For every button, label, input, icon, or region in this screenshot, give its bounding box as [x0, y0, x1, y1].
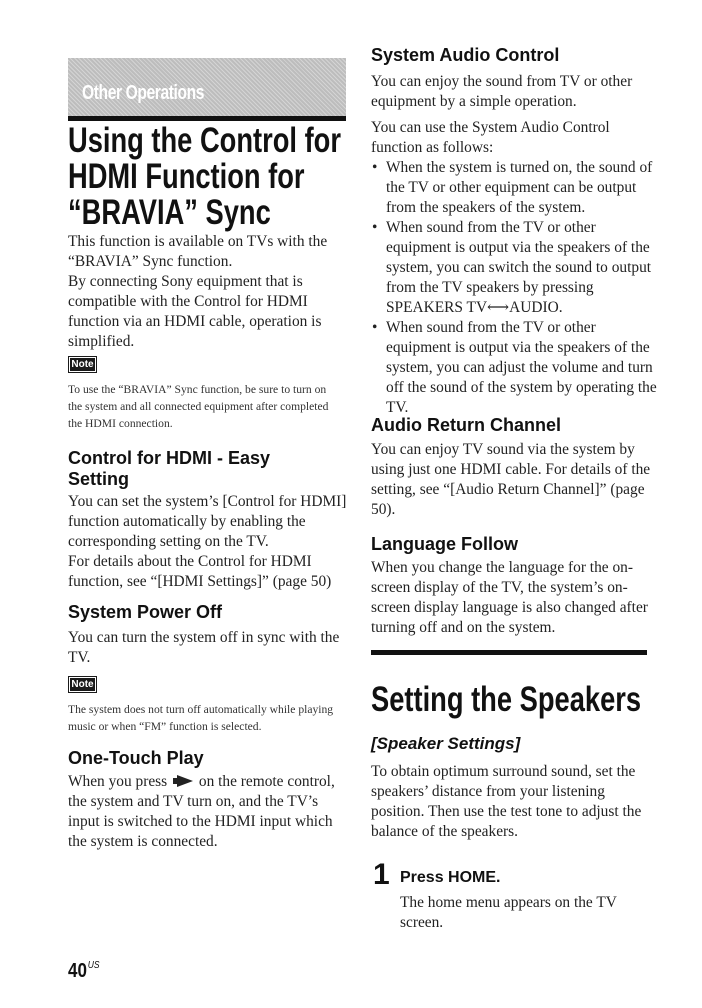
page-title-line-2: HDMI Function for	[68, 157, 305, 196]
heading-language-follow: Language Follow	[371, 534, 518, 554]
bullet-item-1	[371, 158, 661, 218]
step-heading: Press HOME.	[400, 869, 501, 886]
bullet-item-2	[371, 218, 661, 318]
step-number: 1	[373, 858, 390, 891]
note-badge-2: Note	[68, 676, 97, 693]
bullet-mark: •	[372, 219, 378, 236]
one-touch-paragraph	[68, 772, 350, 852]
speakers-paragraph: To obtain optimum surround sound, set the speakers’ distance from your listening position. Then use the test tone to adjust the balance of the speakers.	[371, 763, 642, 840]
bullet-text-3: When sound from the TV or other equipment is output via the speakers of the system, you can adjust the volume and turn off the sound of the system by operating the TV.	[386, 319, 657, 416]
page-title-line-1: Using the Control for	[68, 121, 341, 160]
intro-paragraph-2: By connecting Sony equipment that is compatible with the Control for HDMI function via an HDMI cable, operation is simplified.	[68, 273, 322, 350]
heading-power-off: System Power Off	[68, 602, 223, 622]
note-text-2: The system does not turn off automatically while playing music or when “FM” function is selected.	[68, 703, 334, 733]
section-banner-label: Other Operations	[82, 82, 205, 104]
step-text: The home menu appears on the TV screen.	[400, 894, 617, 931]
speakers-title: Setting the Speakers	[371, 680, 642, 719]
note-text-1: To use the “BRAVIA” Sync function, be sure to turn on the system and all connected equipment after completed the HDMI connection.	[68, 383, 329, 430]
heading-control-hdmi	[68, 448, 348, 490]
system-audio-bullet-list	[371, 158, 661, 418]
bullet-item-3	[371, 318, 661, 418]
bullet-mark: •	[372, 319, 378, 336]
heading-system-audio: System Audio Control	[371, 45, 560, 65]
bullet-text-1: When the system is turned on, the sound of the TV or other equipment can be output from the speakers of the system.	[386, 159, 653, 216]
bullet-text-2: When sound from the TV or other equipment is output via the speakers of the system, you can switch the sound to output from the TV speakers by pressing SPEAKERS TV⟷AUDIO.	[386, 219, 652, 316]
control-hdmi-paragraph-1: You can set the system’s [Control for HDMI] function automatically by enabling the corresponding setting on the TV.	[68, 493, 347, 550]
bullet-mark: •	[372, 159, 378, 176]
audio-return-paragraph: You can enjoy TV sound via the system by using just one HDMI cable. For details of the setting, see “[Audio Return Channel]” (page 50).	[371, 441, 651, 518]
page-title	[68, 123, 349, 231]
page-title-line-3: “BRAVIA” Sync	[68, 193, 271, 232]
control-hdmi-paragraph-2: For details about the Control for HDMI function, see “[HDMI Settings]” (page 50)	[68, 553, 332, 590]
page-number	[68, 960, 100, 983]
intro-paragraph-1: This function is available on TVs with the “BRAVIA” Sync function.	[68, 233, 328, 270]
page-number-value: 40	[68, 960, 87, 982]
speakers-subtitle: [Speaker Settings]	[371, 734, 521, 753]
section-divider	[371, 650, 647, 655]
note-badge: Note	[68, 356, 97, 373]
system-audio-paragraph-2: You can use the System Audio Control function as follows:	[371, 119, 610, 156]
heading-audio-return: Audio Return Channel	[371, 415, 561, 435]
one-touch-text-start: When you press	[68, 773, 168, 790]
heading-control-hdmi-line-2: Setting	[68, 469, 129, 489]
power-off-paragraph: You can turn the system off in sync with the TV.	[68, 629, 340, 666]
page-number-region: US	[87, 960, 100, 971]
heading-control-hdmi-line-1: Control for HDMI - Easy	[68, 448, 271, 468]
language-follow-paragraph: When you change the language for the on-screen display of the TV, the system’s on-screen display language is also changed after turning off and on the system.	[371, 559, 648, 636]
system-audio-paragraph-1: You can enjoy the sound from TV or other equipment by a simple operation.	[371, 73, 633, 110]
play-button-icon	[173, 775, 193, 787]
one-touch-text-end: on the remote control, the system and TV turn on, and the TV’s input is switched to the HDMI input which the system is connected.	[68, 773, 335, 850]
heading-one-touch: One-Touch Play	[68, 748, 204, 768]
section-banner	[68, 58, 346, 116]
